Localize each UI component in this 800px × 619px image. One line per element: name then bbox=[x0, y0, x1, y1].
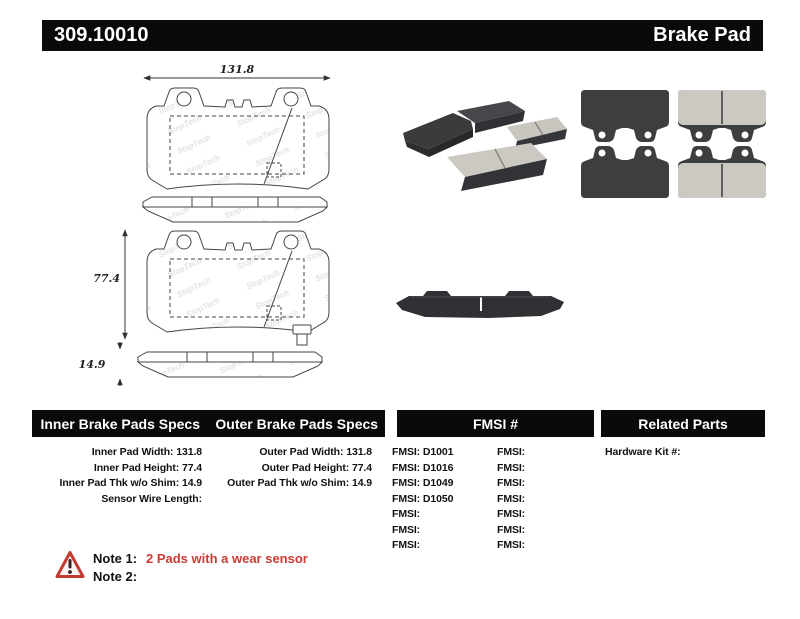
page-title: Brake Pad bbox=[653, 24, 751, 46]
photo-pad-side-profile bbox=[393, 283, 568, 328]
table-header-fmsi-label: FMSI # bbox=[472, 415, 519, 432]
part-number: 309.10010 bbox=[54, 24, 149, 46]
title-bar bbox=[42, 20, 763, 51]
outer-spec-row: Outer Pad Width: 131.8 bbox=[259, 446, 372, 458]
wear-sensor bbox=[293, 325, 311, 345]
fmsi-row: FMSI: bbox=[497, 508, 526, 520]
fmsi-row: FMSI: bbox=[392, 508, 421, 520]
fmsi-row: FMSI: bbox=[497, 477, 526, 489]
dim-thickness-label: 14.9 bbox=[78, 358, 106, 371]
inner-spec-row: Inner Pad Width: 131.8 bbox=[91, 446, 202, 458]
fmsi-row: FMSI: bbox=[497, 461, 526, 474]
related-parts-column bbox=[605, 445, 765, 461]
outer-specs-column bbox=[202, 445, 372, 492]
photo-pads-perspective bbox=[395, 85, 570, 205]
table-header-outer-specs: Outer Brake Pads Specs bbox=[215, 415, 379, 432]
fmsi-column-1 bbox=[392, 445, 492, 554]
inner-spec-row: Sensor Wire Length: bbox=[101, 492, 202, 505]
fmsi-row: FMSI: bbox=[497, 523, 526, 536]
fmsi-row: FMSI: bbox=[392, 539, 421, 551]
note1-label: Note 1: bbox=[93, 551, 138, 566]
table-header-inner-specs: Inner Brake Pads Specs bbox=[40, 415, 201, 432]
photo-pads-flat bbox=[578, 85, 768, 203]
dim-width-label: 131.8 bbox=[219, 63, 255, 76]
pad-edge-view-2 bbox=[138, 352, 322, 377]
technical-drawing bbox=[40, 58, 370, 393]
fmsi-row: FMSI: D1016 bbox=[392, 461, 454, 474]
pad-front-view-2 bbox=[147, 231, 329, 345]
outer-spec-row: Outer Pad Height: 77.4 bbox=[261, 461, 372, 474]
note1-text: 2 Pads with a wear sensor bbox=[146, 551, 308, 566]
pad-front-view-1 bbox=[147, 88, 329, 189]
fmsi-row: FMSI: bbox=[497, 539, 526, 551]
fmsi-column-2 bbox=[497, 445, 597, 554]
fmsi-row: FMSI: bbox=[392, 523, 421, 536]
inner-spec-row: Inner Pad Thk w/o Shim: 14.9 bbox=[59, 477, 202, 489]
note2-label: Note 2: bbox=[93, 569, 138, 584]
fmsi-row: FMSI: bbox=[497, 492, 526, 505]
inner-specs-column bbox=[32, 445, 202, 507]
warning-icon bbox=[55, 549, 85, 581]
dim-height-label: 77.4 bbox=[93, 272, 120, 285]
table-header-related-parts bbox=[601, 410, 765, 437]
table-header-related-label: Related Parts bbox=[638, 415, 728, 432]
inner-spec-row: Inner Pad Height: 77.4 bbox=[93, 461, 202, 474]
fmsi-row: FMSI: D1001 bbox=[392, 446, 454, 458]
outer-spec-row: Outer Pad Thk w/o Shim: 14.9 bbox=[227, 477, 372, 489]
pad-edge-view-1 bbox=[143, 197, 327, 222]
fmsi-row: FMSI: D1050 bbox=[392, 492, 454, 505]
related-parts-row: Hardware Kit #: bbox=[605, 446, 681, 458]
fmsi-row: FMSI: bbox=[497, 446, 526, 458]
fmsi-row: FMSI: D1049 bbox=[392, 477, 454, 489]
table-header-fmsi bbox=[397, 410, 594, 437]
table-header-specs bbox=[32, 410, 385, 437]
